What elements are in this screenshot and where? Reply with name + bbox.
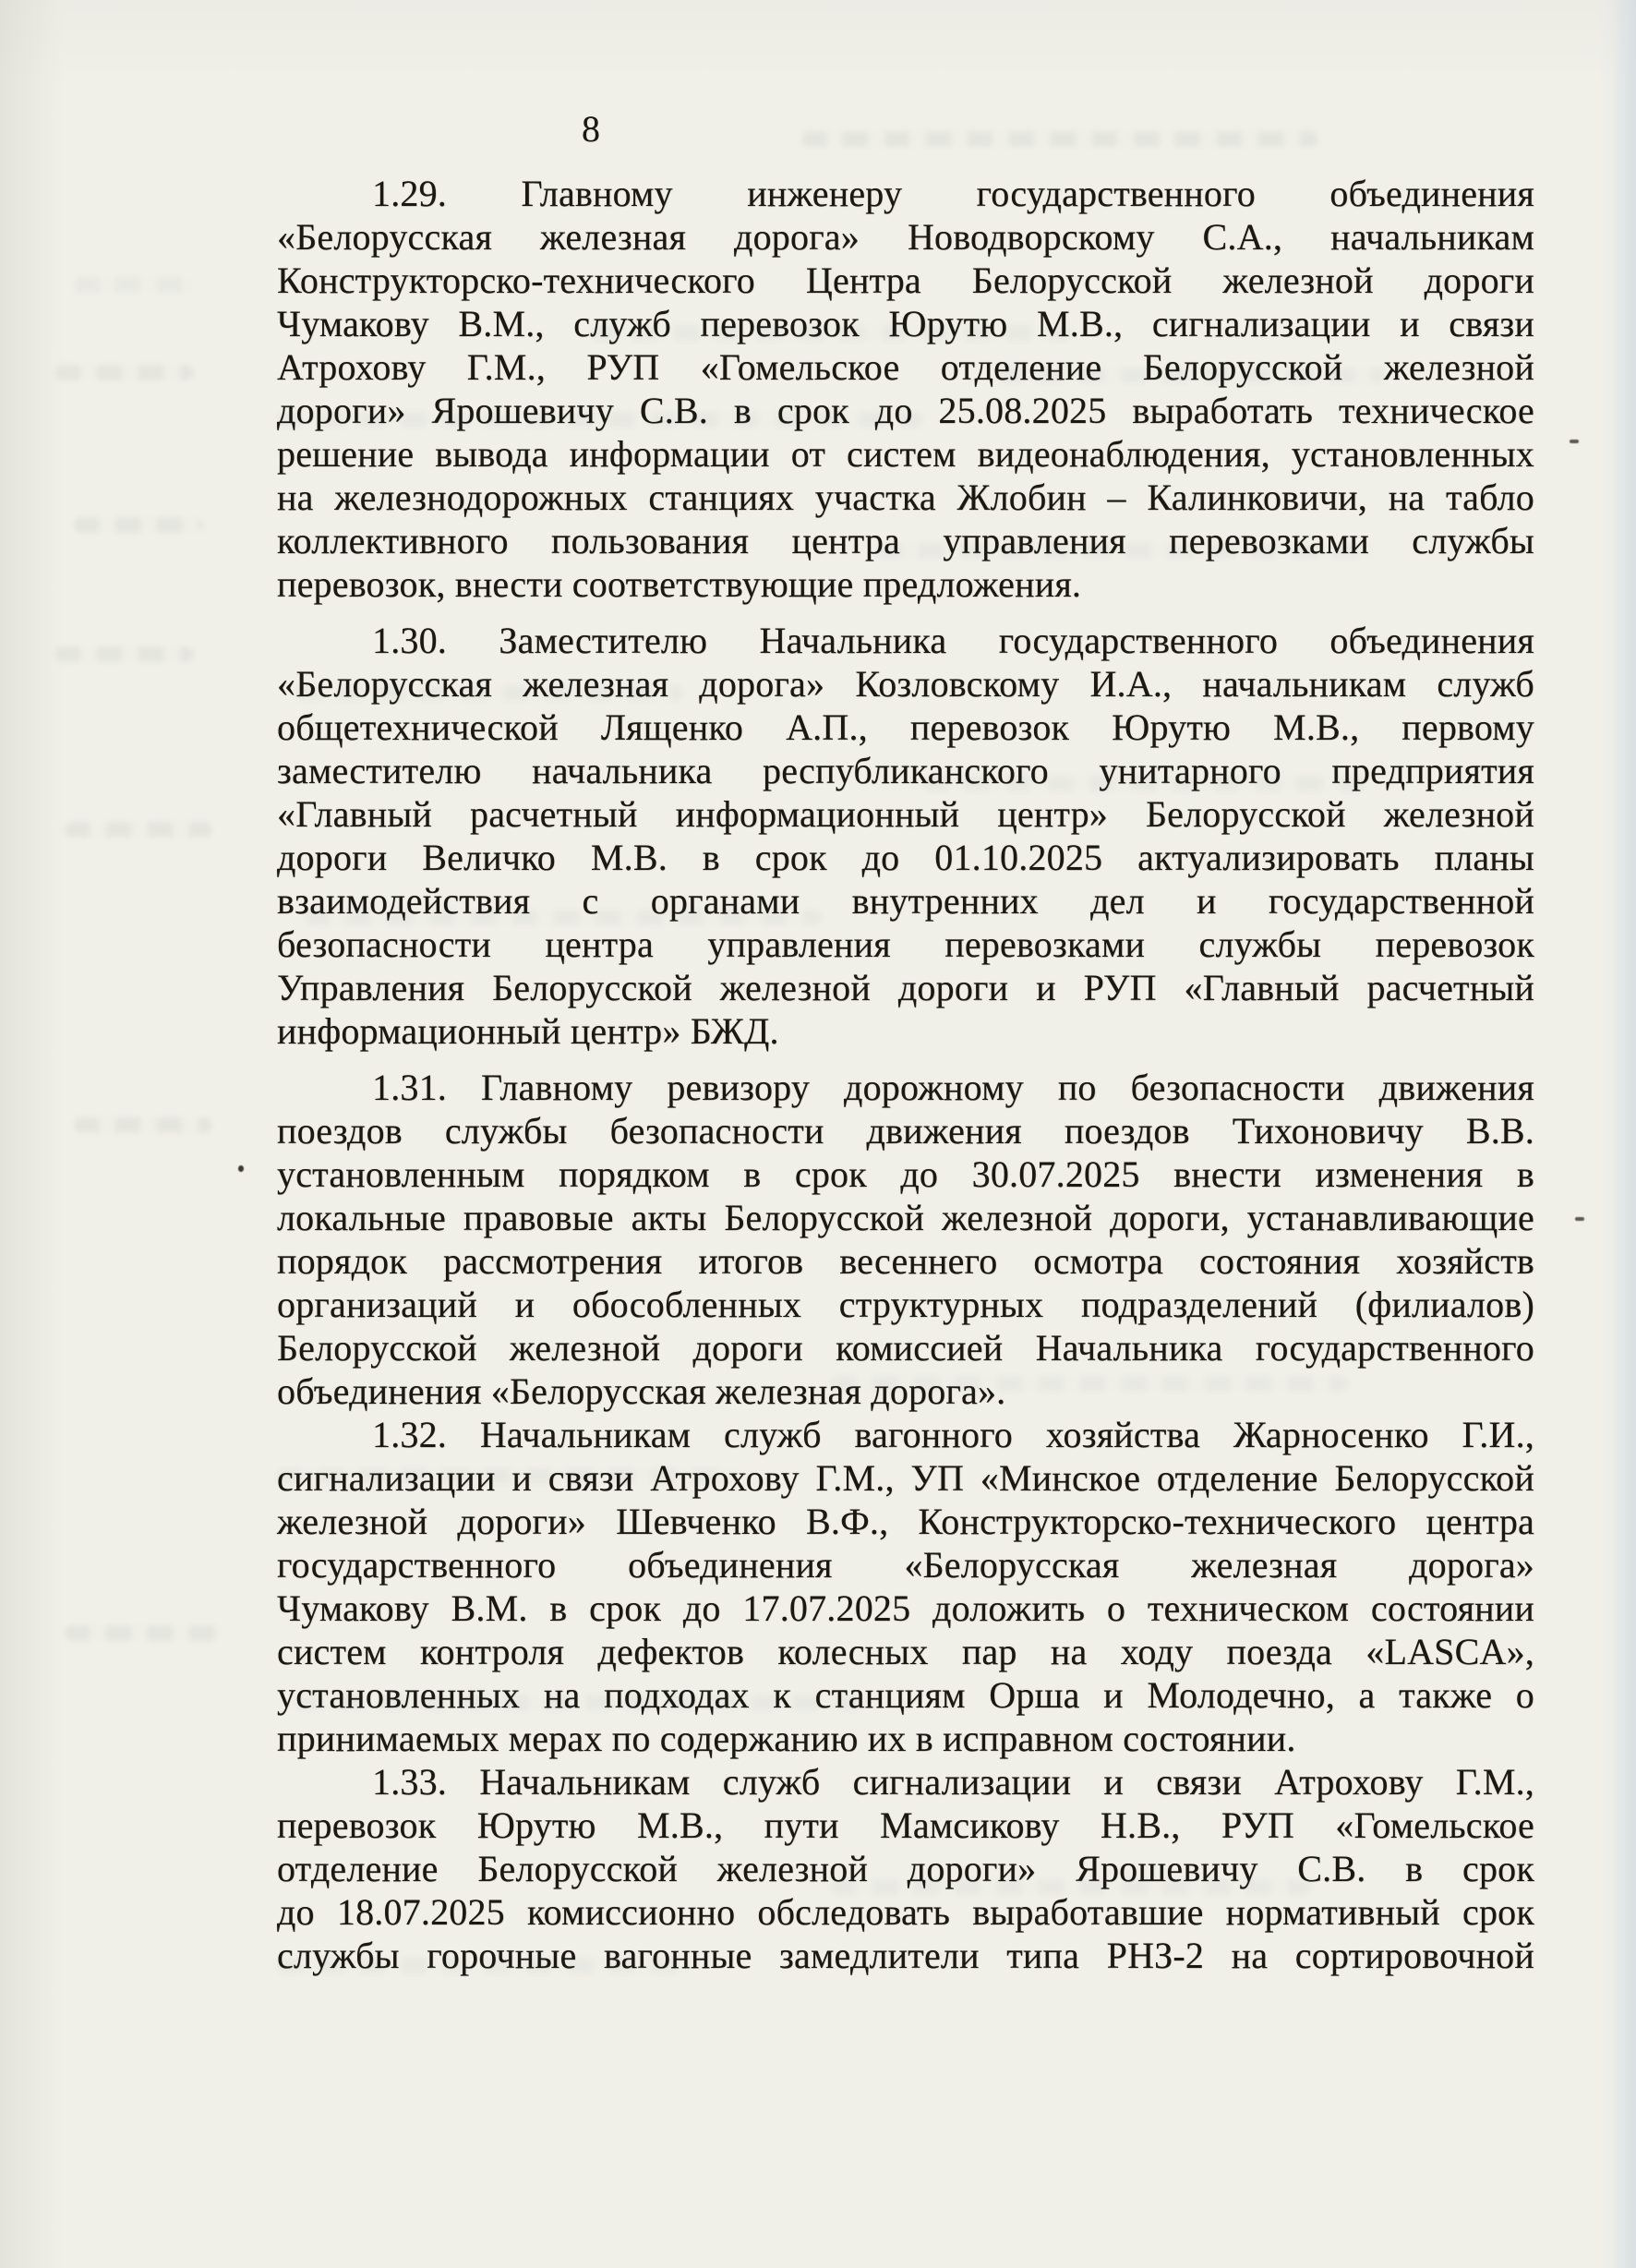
text-line: 1.29. Главному инженеру государственного объединения — [372, 173, 1534, 214]
text-line: дороги» Ярошевичу С.В. в срок до 25.08.2025 выработать техническое — [277, 390, 1534, 431]
bleed-through-artifact — [65, 1625, 222, 1641]
text-line: порядок рассмотрения итогов весеннего осмотра состояния хозяйств — [277, 1240, 1534, 1282]
text-line: перевозок Юрутю М.В., пути Мамсикову Н.В., РУП «Гомельское — [277, 1804, 1534, 1846]
bleed-through-artifact — [55, 646, 194, 662]
text-line: Управления Белорусской железной дороги и РУП «Главный расчетный — [277, 967, 1534, 1008]
text-line: перевозок, внести соответствующие предложения. — [277, 563, 1082, 605]
text-line: 1.33. Начальникам служб сигнализации и связи Атрохову Г.М., — [372, 1761, 1534, 1803]
text-line: на железнодорожных станциях участка Жлобин – Калинковичи, на табло — [277, 477, 1534, 518]
bleed-through-artifact — [74, 517, 203, 533]
text-line: Белорусской железной дороги комиссией Начальника государственного — [277, 1327, 1534, 1369]
paragraph-1-33 — [277, 1760, 1534, 1977]
text-line: Чумакову В.М., служб перевозок Юрутю М.В., сигнализации и связи — [277, 303, 1534, 344]
paragraph-1-30 — [277, 619, 1534, 1053]
text-line: локальные правовые акты Белорусской железной дороги, устанавливающие — [277, 1197, 1534, 1238]
text-line: сигнализации и связи Атрохову Г.М., УП «Минское отделение Белорусской — [277, 1457, 1534, 1499]
text-line: 1.32. Начальникам служб вагонного хозяйства Жарносенко Г.И., — [372, 1414, 1534, 1455]
text-line: установленным порядком в срок до 30.07.2025 внести изменения в — [277, 1153, 1534, 1195]
text-line: Чумакову В.М. в срок до 17.07.2025 доложить о техническом состоянии — [277, 1587, 1534, 1629]
text-line: Атрохову Г.М., РУП «Гомельское отделение Белорусской железной — [277, 346, 1534, 388]
paragraph-1-31 — [277, 1066, 1534, 1413]
text-line: установленных на подходах к станциям Орша и Молодечно, а также о — [277, 1674, 1534, 1716]
text-line: «Главный расчетный информационный центр» Белорусской железной — [277, 793, 1534, 835]
text-line: 1.30. Заместителю Начальника государственного объединения — [372, 620, 1534, 661]
text-line: решение вывода информации от систем видеонаблюдения, установленных — [277, 433, 1534, 475]
text-line: дороги Величко М.В. в срок до 01.10.2025 актуализировать планы — [277, 837, 1534, 878]
text-line: систем контроля дефектов колесных пар на ходу поезда «LASCA», — [277, 1631, 1534, 1672]
stray-mark — [1570, 440, 1579, 443]
bleed-through-artifact — [74, 1117, 212, 1133]
text-line: общетехнической Лященко А.П., перевозок Юрутю М.В., первому — [277, 706, 1534, 748]
bleed-through-artifact — [65, 822, 212, 838]
text-line: отделение Белорусской железной дороги» Ярошевичу С.В. в срок — [277, 1848, 1534, 1889]
text-line: заместителю начальника республиканского унитарного предприятия — [277, 750, 1534, 791]
text-line: до 18.07.2025 комиссионно обследовать выработавшие нормативный срок — [277, 1891, 1534, 1933]
text-line: железной дороги» Шевченко В.Ф., Конструкторско-технического центра — [277, 1501, 1534, 1542]
text-line: «Белорусская железная дорога» Козловскому И.А., начальникам служб — [277, 663, 1534, 705]
text-line: взаимодействия с органами внутренних дел и государственной — [277, 880, 1534, 922]
text-line: коллективного пользования центра управления перевозками службы — [277, 520, 1534, 561]
page-number: 8 — [582, 108, 600, 150]
paragraph-1-29 — [277, 172, 1534, 606]
paragraph-1-32 — [277, 1413, 1534, 1760]
scan-edge-shadow — [1612, 0, 1636, 2268]
stray-mark — [1575, 1217, 1584, 1221]
text-line: принимаемых мерах по содержанию их в исправном состоянии. — [277, 1718, 1296, 1759]
text-line: «Белорусская железная дорога» Новодворскому С.А., начальникам — [277, 216, 1534, 258]
text-line: государственного объединения «Белорусская железная дорога» — [277, 1544, 1534, 1586]
bleed-through-artifact — [74, 277, 194, 293]
text-line: безопасности центра управления перевозками службы перевозок — [277, 923, 1534, 965]
text-line: поездов службы безопасности движения поездов Тихоновичу В.В. — [277, 1110, 1534, 1152]
text-line: организаций и обособленных структурных подразделений (филиалов) — [277, 1284, 1534, 1325]
document-text-block — [277, 172, 1534, 1977]
stray-mark — [238, 1165, 244, 1172]
text-line: Конструкторско-технического Центра Белорусской железной дороги — [277, 259, 1534, 301]
text-line: объединения «Белорусская железная дорога». — [277, 1370, 1006, 1412]
text-line: 1.31. Главному ревизору дорожному по безопасности движения — [372, 1067, 1534, 1108]
bleed-through-artifact — [55, 365, 194, 380]
text-line: службы горочные вагонные замедлители типа РНЗ-2 на сортировочной — [277, 1935, 1534, 1976]
text-line: информационный центр» БЖД. — [277, 1010, 779, 1052]
bleed-through-artifact — [801, 131, 1318, 147]
